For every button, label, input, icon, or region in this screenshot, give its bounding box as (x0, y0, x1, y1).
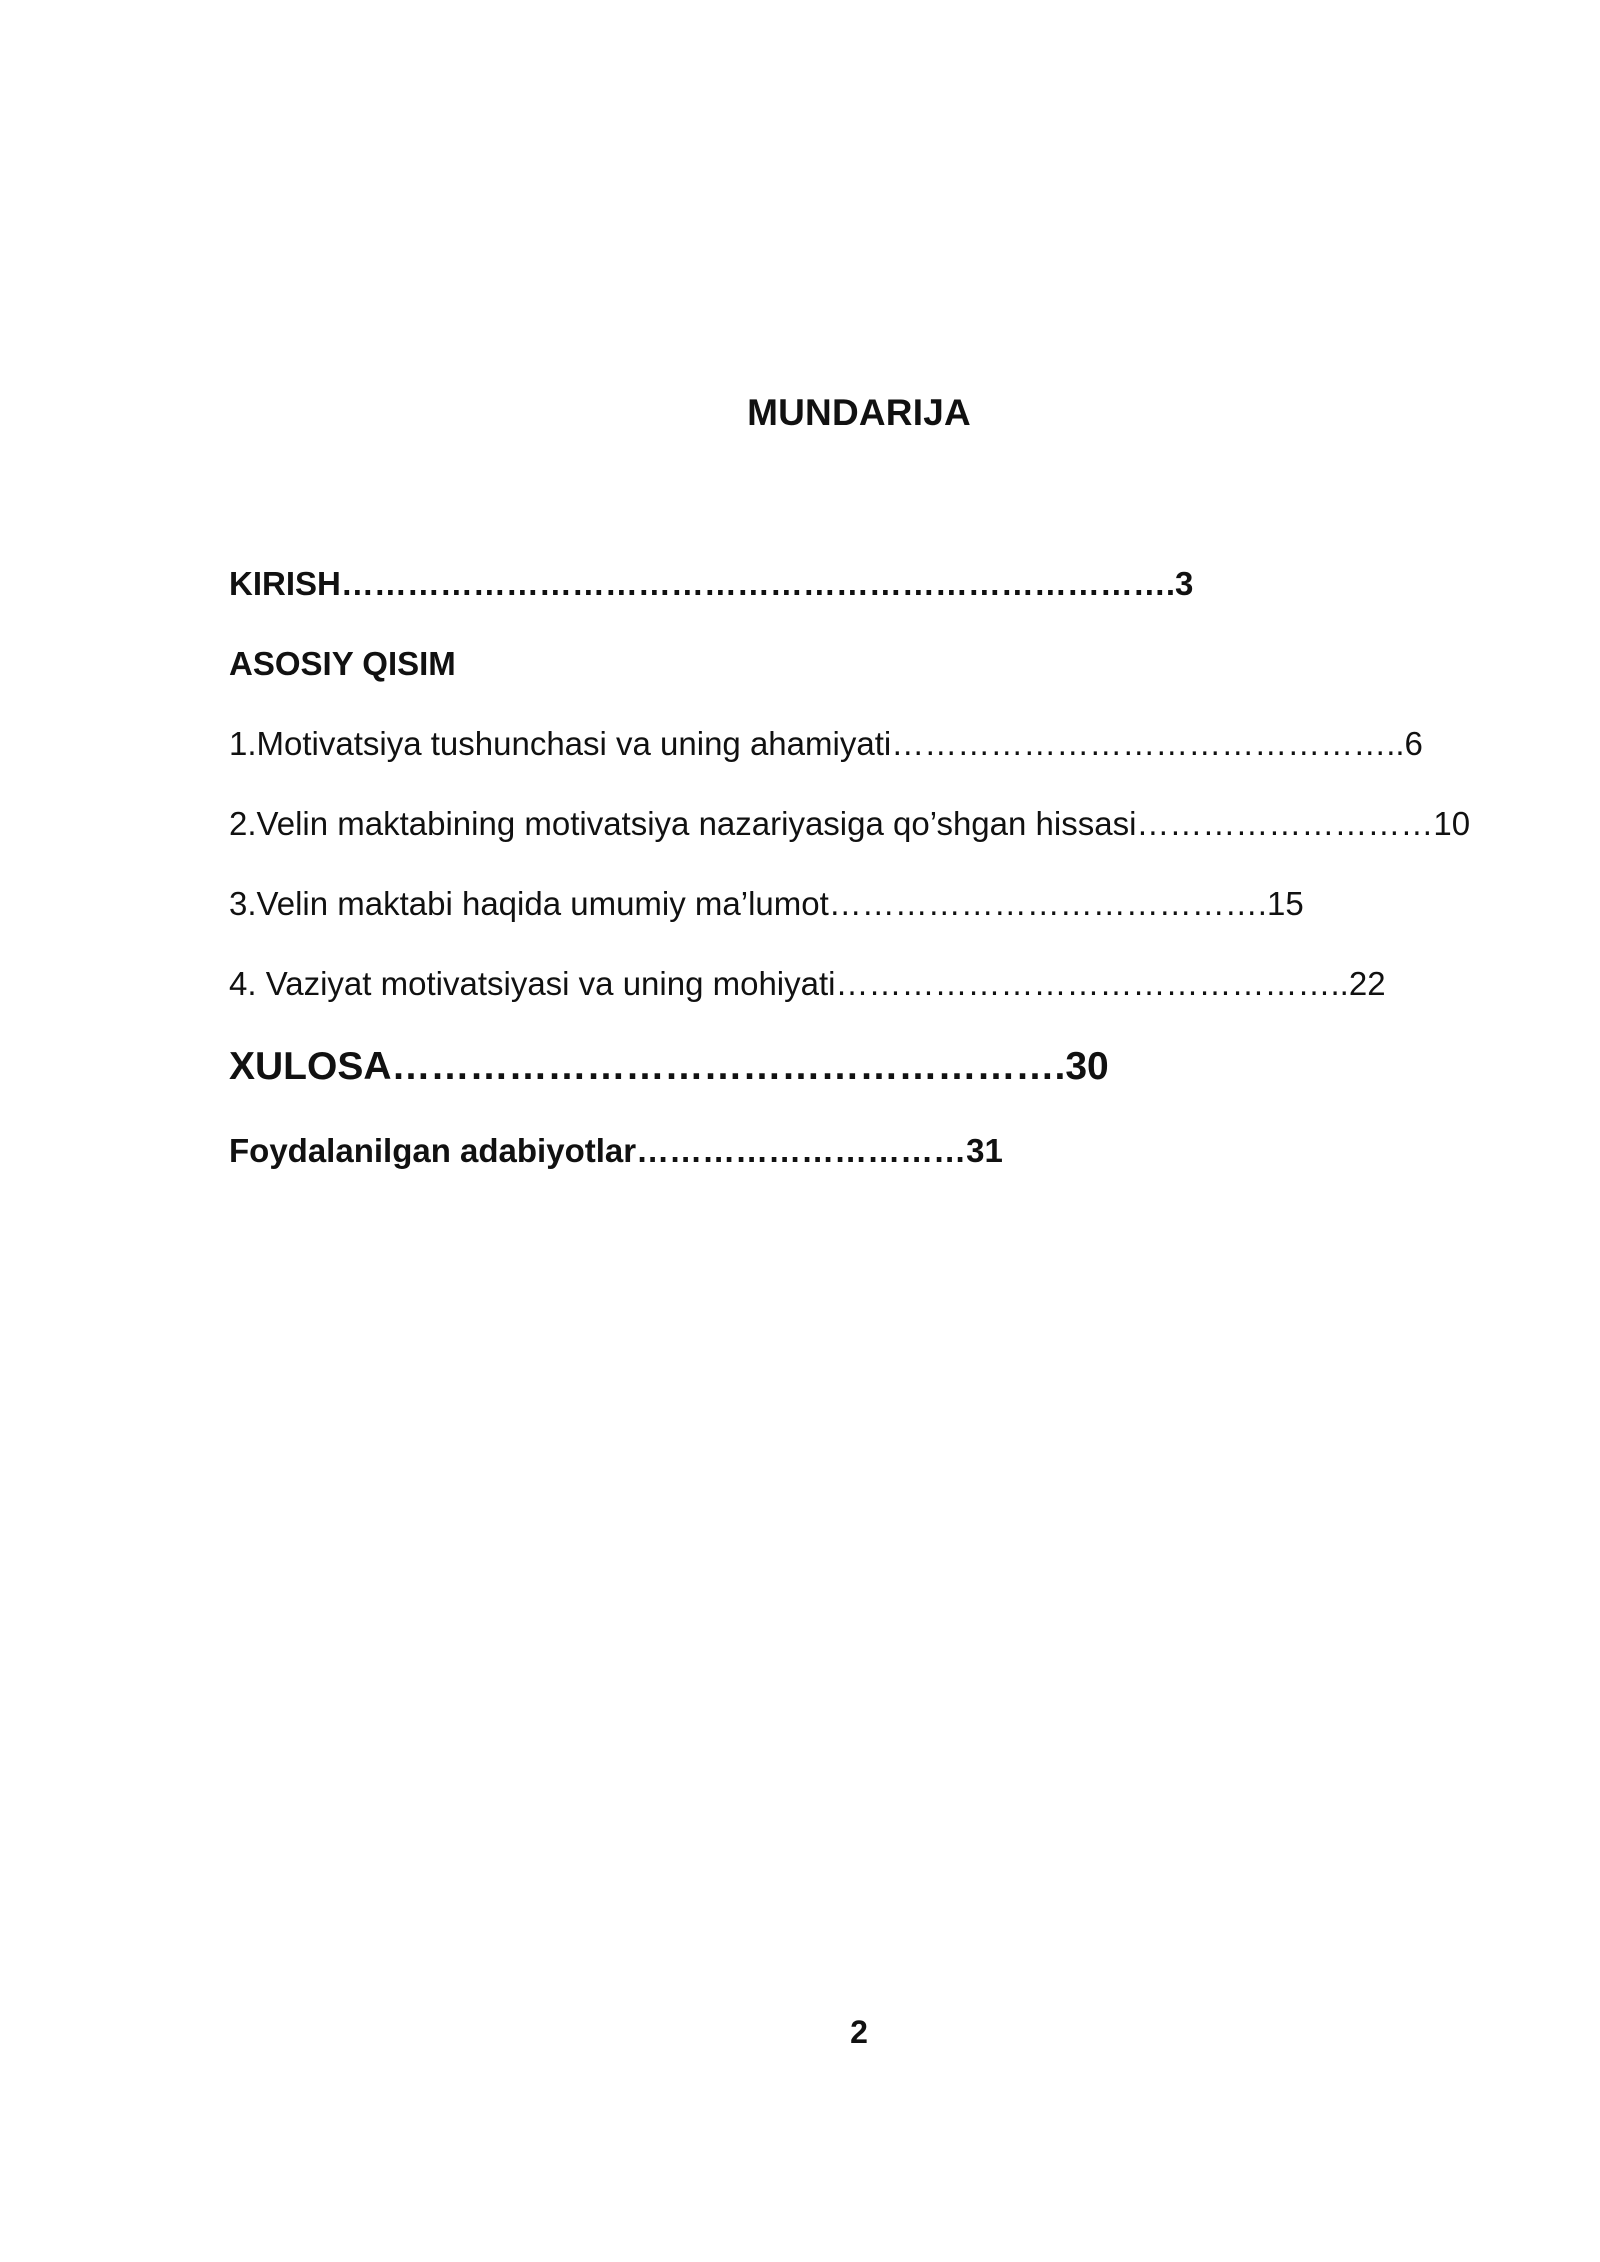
toc-entry-leader: ……………………………………….. (891, 725, 1405, 762)
toc-entry-section-3 (229, 887, 1304, 920)
toc-entry-title: 3.Velin maktabi haqida umumiy ma’lumot (229, 885, 829, 922)
toc-entry-title: ASOSIY QISIM (229, 645, 456, 682)
toc-entry-page: 3 (1175, 565, 1194, 602)
page-title: MUNDARIJA (747, 392, 971, 433)
toc-entry-title: 2.Velin maktabining motivatsiya nazariyasiga qo’shgan hissasi (229, 805, 1137, 842)
toc-entry-page: 15 (1266, 885, 1304, 922)
toc-entry-page: 22 (1348, 965, 1386, 1002)
toc-entry-section-1 (229, 727, 1423, 760)
toc-entry-title: Foydalanilgan adabiyotlar (229, 1132, 637, 1169)
toc-entry-title: KIRISH (229, 565, 341, 602)
toc-entry-leader: ………………………… (636, 1132, 967, 1169)
toc-entry-page: 30 (1065, 1045, 1109, 1088)
toc-entry-leader: ……………………… (1136, 805, 1434, 842)
toc-entry-section-4 (229, 967, 1386, 1000)
toc-entry-page: 10 (1433, 805, 1471, 842)
toc-entry-title: 1.Motivatsiya tushunchasi va uning ahamiyati (229, 725, 892, 762)
toc-entry-bibliography (229, 1134, 1003, 1167)
toc-entry-leader: …………………………………. (828, 885, 1267, 922)
toc-entry-title: XULOSA (229, 1045, 392, 1088)
toc-entry-kirish (229, 567, 1193, 600)
page-number: 2 (850, 2014, 868, 2050)
toc-entry-leader: ……………………………………………. (391, 1045, 1066, 1088)
toc-entry-page: 31 (966, 1132, 1003, 1169)
toc-entry-section-2 (229, 807, 1470, 840)
toc-entry-page: 6 (1404, 725, 1423, 762)
toc-entry-xulosa (229, 1047, 1109, 1086)
toc-entry-leader: …………………………………………………………………. (340, 565, 1176, 602)
toc-entry-asosiy-qisim (229, 647, 456, 680)
toc-entry-title: 4. Vaziyat motivatsiyasi va uning mohiyati (229, 965, 836, 1002)
toc-entry-leader: ……………………………………….. (835, 965, 1349, 1002)
